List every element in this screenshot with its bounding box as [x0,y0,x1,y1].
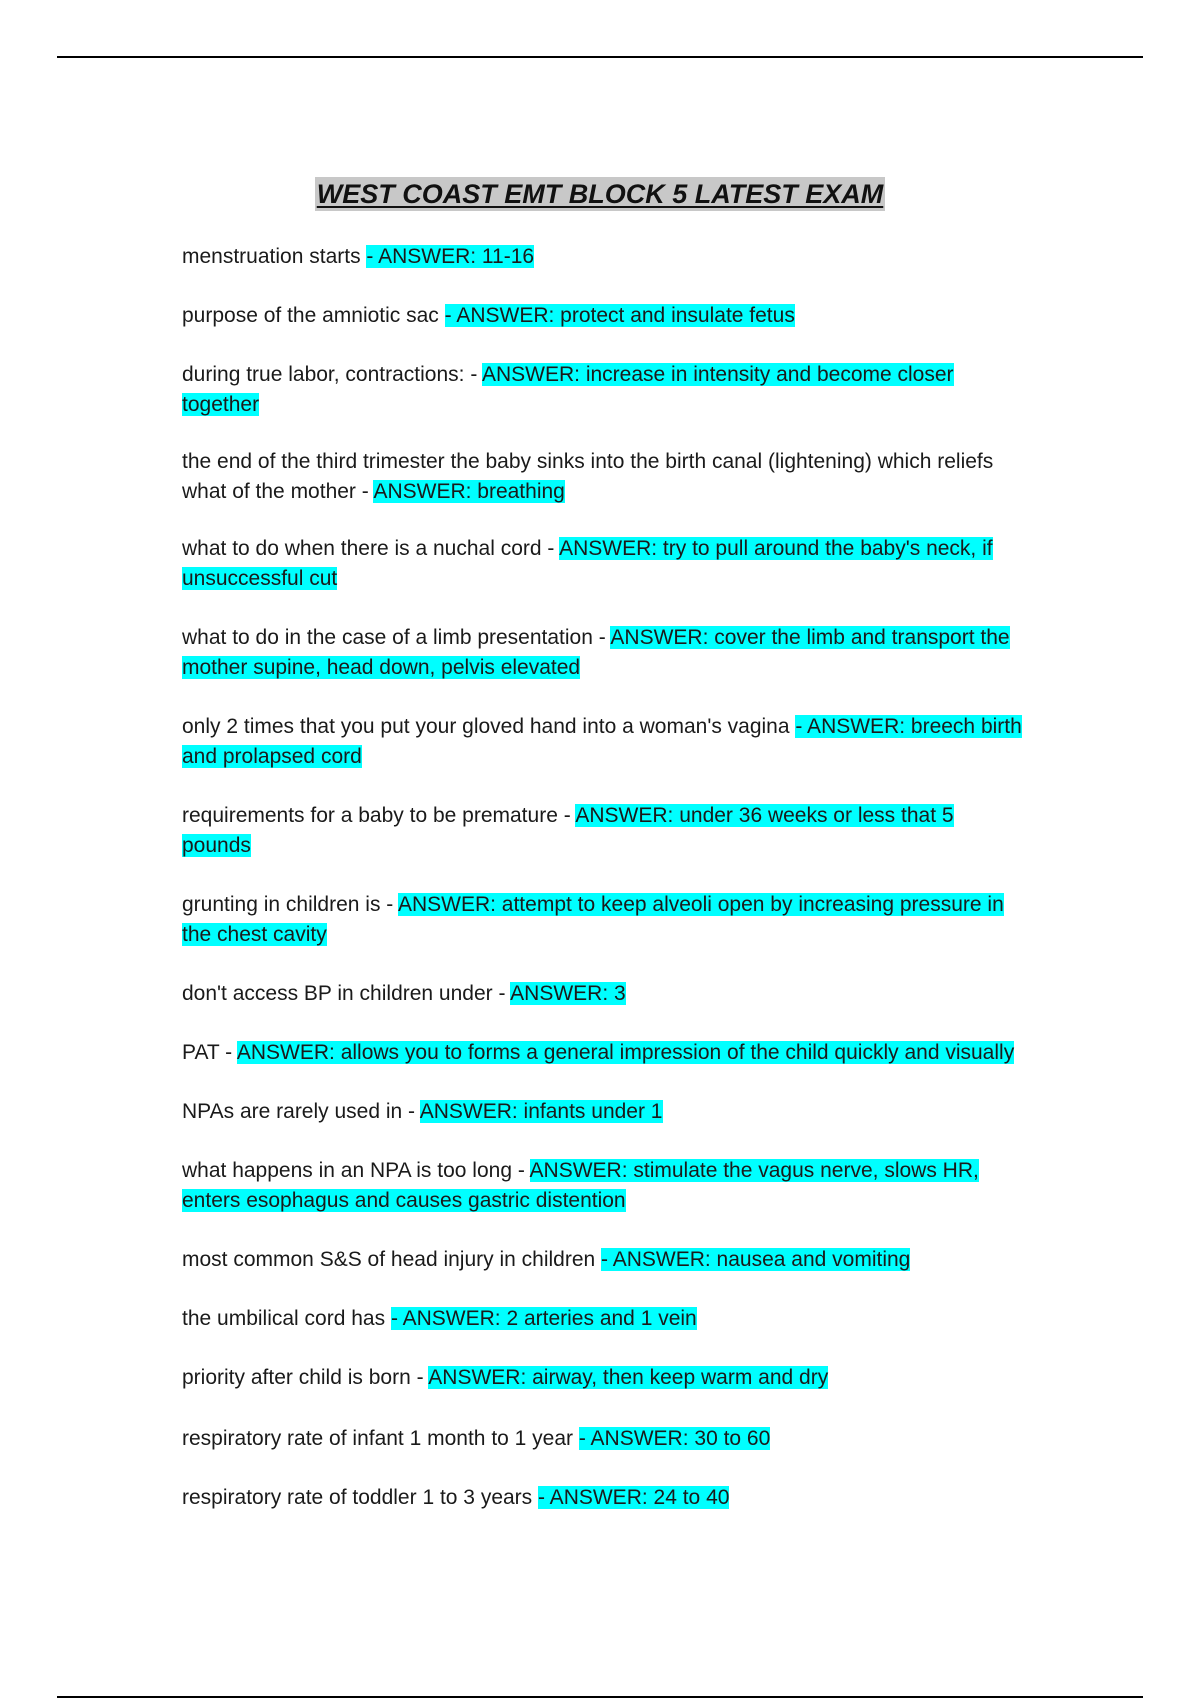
answer-text: - ANSWER: 11-16 [366,245,535,268]
question-text: menstruation starts [182,245,367,268]
qa-item [182,242,1022,272]
question-text: what to do in the case of a limb presentation - [182,626,611,649]
answer-text: - ANSWER: breech birth and prolapsed cord [182,715,1022,768]
qa-item [182,360,1022,420]
answer-text: ANSWER: attempt to keep alveoli open by increasing pressure in the chest cavity [182,893,1004,946]
question-text: requirements for a baby to be premature - [182,804,576,827]
question-text: what happens in an NPA is too long - [182,1159,530,1182]
document-title: WEST COAST EMT BLOCK 5 LATEST EXAM [316,179,884,209]
question-text: grunting in children is - [182,893,398,916]
title-container [0,177,1200,211]
question-text: respiratory rate of infant 1 month to 1 year [182,1427,579,1450]
qa-item [182,979,1022,1009]
question-text: don't access BP in children under - [182,982,511,1005]
answer-text: - ANSWER: protect and insulate fetus [444,304,795,327]
qa-item [182,1363,1022,1393]
qa-list [182,242,1022,1513]
question-text: the end of the third trimester the baby sinks into the birth canal (lightening) which reliefs what of the mother - [182,450,994,503]
qa-item [182,712,1022,772]
answer-text: - ANSWER: 24 to 40 [538,1486,730,1509]
qa-item [182,1424,1022,1454]
qa-item [182,1038,1022,1068]
answer-text: ANSWER: try to pull around the baby's neck, if unsuccessful cut [182,537,993,590]
question-text: respiratory rate of toddler 1 to 3 years [182,1486,539,1509]
header-rule [57,56,1143,58]
qa-item [182,1245,1022,1275]
answer-text: ANSWER: breathing [373,480,565,503]
qa-item [182,301,1022,331]
answer-text: ANSWER: under 36 weeks or less that 5 pounds [182,804,954,857]
qa-item [182,1156,1022,1216]
answer-text: ANSWER: increase in intensity and become closer together [182,363,954,416]
qa-item [182,801,1022,861]
question-text: priority after child is born - [182,1366,429,1389]
qa-item [182,1304,1022,1334]
question-text: purpose of the amniotic sac [182,304,445,327]
question-text: PAT - [182,1041,237,1064]
qa-item [182,1097,1022,1127]
question-text: the umbilical cord has [182,1307,391,1330]
question-text: NPAs are rarely used in - [182,1100,420,1123]
question-text: during true labor, contractions: - [182,363,482,386]
qa-item [182,447,1022,507]
question-text: what to do when there is a nuchal cord - [182,537,560,560]
answer-text: ANSWER: cover the limb and transport the mother supine, head down, pelvis elevated [182,626,1010,679]
answer-text: ANSWER: airway, then keep warm and dry [428,1366,829,1389]
answer-text: ANSWER: infants under 1 [419,1100,663,1123]
answer-text: - ANSWER: nausea and vomiting [601,1248,911,1271]
qa-item [182,534,1022,594]
footer-rule [57,1696,1143,1698]
question-text: most common S&S of head injury in children [182,1248,602,1271]
qa-item [182,1483,1022,1513]
answer-text: - ANSWER: 2 arteries and 1 vein [390,1307,697,1330]
qa-item [182,623,1022,683]
answer-text: - ANSWER: 30 to 60 [578,1427,771,1450]
answer-text: ANSWER: stimulate the vagus nerve, slows HR, enters esophagus and causes gastric distention [182,1159,979,1212]
qa-item [182,890,1022,950]
question-text: only 2 times that you put your gloved hand into a woman's vagina [182,715,796,738]
answer-text: ANSWER: 3 [510,982,626,1005]
answer-text: ANSWER: allows you to forms a general impression of the child quickly and visually [236,1041,1015,1064]
